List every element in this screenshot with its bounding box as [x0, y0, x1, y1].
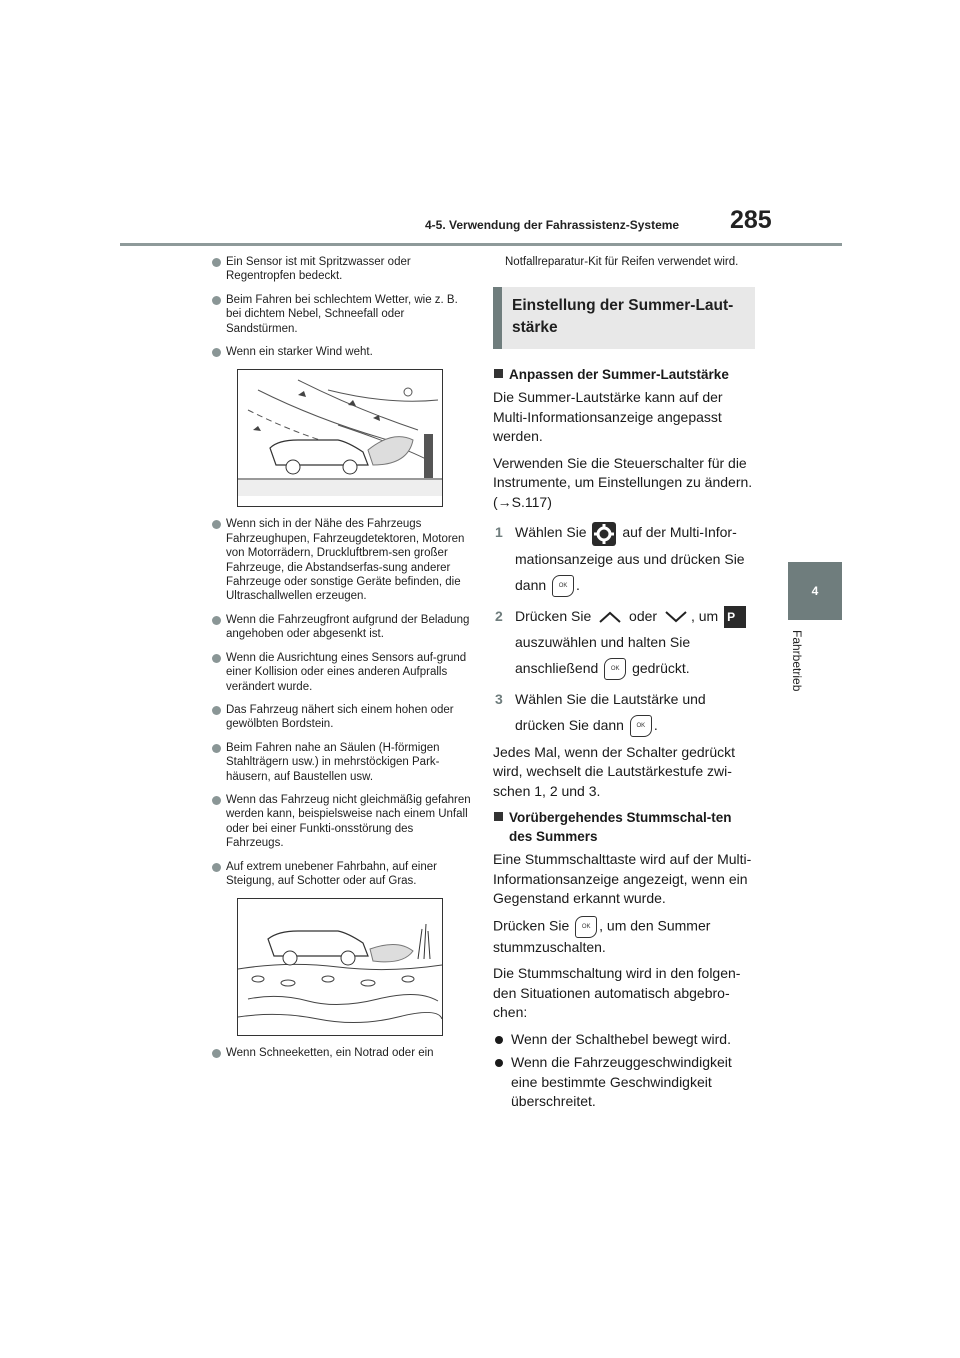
bullet-icon [212, 520, 221, 529]
square-bullet-icon [494, 369, 503, 378]
list-item: Beim Fahren bei schlechtem Wetter, wie z. B. bei dichtem Nebel, Schneefall oder Sandstürmen. [212, 293, 474, 336]
list-item: Wenn der Schalthebel bewegt wird. [493, 1030, 755, 1050]
ok-button-icon: OK [552, 575, 574, 597]
section-title: Einstellung der Summer-Laut-stärke [493, 287, 755, 349]
step-2: 2 Drücken Sie oder , um P auszuwählen und halten Sie anschließend OK gedrückt. [493, 603, 755, 681]
bullet-icon [212, 796, 221, 805]
gear-icon [592, 522, 616, 546]
list-item: Wenn die Fahrzeugfront aufgrund der Beladung angehoben oder abgesenkt ist. [212, 613, 474, 642]
step-1: 1 Wählen Sie auf der Multi-Infor-mationsanzeige aus und drücken Sie dann OK . [493, 519, 755, 597]
continuation-text: Notfallreparatur-Kit für Reifen verwendet wird. [505, 256, 739, 268]
list-item: Wenn Schneeketten, ein Notrad oder ein [212, 1046, 474, 1060]
step-number: 2 [495, 607, 503, 624]
bullet-icon [495, 1036, 503, 1044]
paragraph: Verwenden Sie die Steuerschalter für die Instrumente, um Einstellungen zu ändern. (→S.117) [493, 454, 753, 510]
section-header: 4-5. Verwendung der Fahrassistenz-Systeme [425, 218, 680, 232]
list-item: Das Fahrzeug nähert sich einem hohen oder gewölbten Bordstein. [212, 703, 474, 732]
list-item: Beim Fahren nahe an Säulen (H-förmigen Stahlträgern usw.) in mehrstöckigen Park-häusern, auf Baustellen usw. [212, 741, 474, 784]
list-item: Wenn die Fahrzeuggeschwindigkeit eine bestimmte Geschwindigkeit überschreitet. [493, 1053, 755, 1112]
rough-road-drawing [238, 899, 442, 1035]
step-number: 3 [495, 690, 503, 707]
paragraph: Drücken Sie OK , um den Summer stummzuschalten. [493, 917, 711, 955]
list-item: Auf extrem unebener Fahrbahn, auf einer Steigung, auf Schotter oder auf Gras. [212, 860, 474, 889]
ok-button-icon: OK [575, 916, 597, 938]
list-item: Wenn ein starker Wind weht. [212, 345, 474, 359]
right-column [493, 255, 755, 1116]
chevron-up-icon [597, 610, 623, 624]
bullet-icon [212, 296, 221, 305]
chevron-down-icon [663, 610, 689, 624]
step-3: 3 Wählen Sie die Lautstärke und drücken Sie dann OK . [493, 686, 755, 738]
step-number: 1 [495, 524, 503, 541]
paragraph: Eine Stummschalttaste wird auf der Multi-Informationsanzeige angezeigt, wenn ein Gegenstand erkannt wurde. [493, 851, 752, 907]
bullet-icon [212, 706, 221, 715]
list-item: Wenn sich in der Nähe des Fahrzeugs Fahrzeughupen, Fahrzeugdetektoren, Motoren von Motorrädern, Druckluftbrem-sen großer Fahrzeuge, die Abstandserfas-sung anderer Fahrzeuge oder sonstige Geräte befinden, die Ultraschallwellen erzeugen. [212, 517, 474, 603]
paragraph: Die Summer-Lautstärke kann auf der Multi-Informationsanzeige angepasst werden. [493, 389, 723, 445]
chapter-label: Fahrbetrieb [790, 630, 804, 692]
bullet-icon [212, 616, 221, 625]
paragraph: Jedes Mal, wenn der Schalter gedrückt wird, wechselt die Lautstärkestufe zwi-schen 1, 2 und 3. [493, 743, 736, 799]
subheading: Vorübergehendes Stummschal-ten des Summers [493, 808, 755, 846]
list-item: Wenn das Fahrzeug nicht gleichmäßig gefahren werden kann, beispielsweise nach einem Unfall oder bei einer Funkti-onsstörung des Fahrzeugs. [212, 793, 474, 851]
bullet-icon [212, 258, 221, 267]
list-item: Wenn die Ausrichtung eines Sensors auf-grund einer Kollision oder eines anderen Aufpralls verändert wurde. [212, 651, 474, 694]
bullet-icon [212, 863, 221, 872]
page-number: 285 [730, 206, 772, 234]
parking-sensor-icon: P [724, 606, 746, 628]
ok-button-icon: OK [604, 658, 626, 680]
rough-road-illustration [237, 898, 443, 1036]
bullet-icon [212, 348, 221, 357]
list-item: Ein Sensor ist mit Spritzwasser oder Regentropfen bedeckt. [212, 255, 474, 284]
left-column [212, 255, 474, 1070]
bullet-icon [212, 654, 221, 663]
bullet-icon [212, 1049, 221, 1058]
ok-button-icon: OK [630, 715, 652, 737]
subheading: Anpassen der Summer-Lautstärke [493, 365, 755, 384]
bullet-icon [495, 1059, 503, 1067]
chapter-tab: 4 [788, 562, 842, 620]
wind-illustration [237, 369, 443, 507]
header-divider [120, 243, 842, 246]
wind-drawing [238, 370, 442, 506]
square-bullet-icon [494, 812, 503, 821]
paragraph: Die Stummschaltung wird in den folgen-den Situationen automatisch abgebro-chen: [493, 965, 741, 1021]
bullet-icon [212, 744, 221, 753]
